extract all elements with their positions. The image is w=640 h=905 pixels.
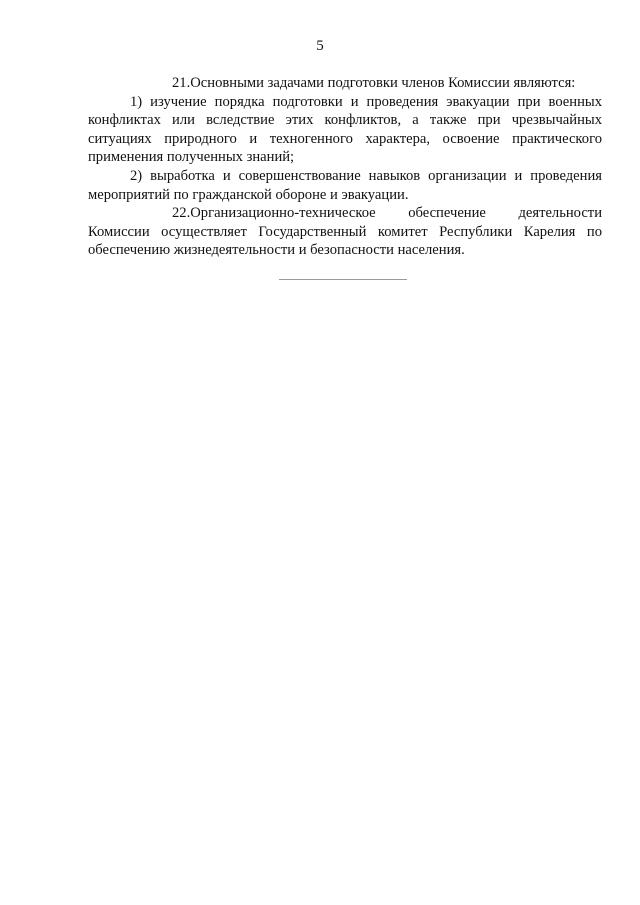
paragraph-text: 1) изучение порядка подготовки и проведения эвакуации при военных конфликтах или вследствие этих конфликтов, а также при чрезвычайных ситуациях природного и техногенного характера, освоение практического применения полученных знаний; [88,93,602,166]
paragraph-text: 2) выработка и совершенствование навыков организации и проведения мероприятий по гражданской обороне и эвакуации. [88,167,602,203]
paragraph-number: 21. [172,75,191,91]
paragraph-22 [88,204,602,260]
paragraph-text: Организационно-техническое обеспечение деятельности Комиссии осуществляет Государственный комитет Республики Карелия по обеспечению жизнедеятельности и безопасности населения. [88,205,602,259]
list-item-2 [88,167,602,204]
list-item-1 [88,93,602,167]
document-body [88,74,602,260]
end-divider-line [279,279,407,280]
paragraph-number: 22. [172,205,191,222]
page-number: 5 [316,38,324,54]
paragraph-21 [88,74,602,93]
paragraph-text: Основными задачами подготовки членов Комиссии являются: [190,75,576,91]
